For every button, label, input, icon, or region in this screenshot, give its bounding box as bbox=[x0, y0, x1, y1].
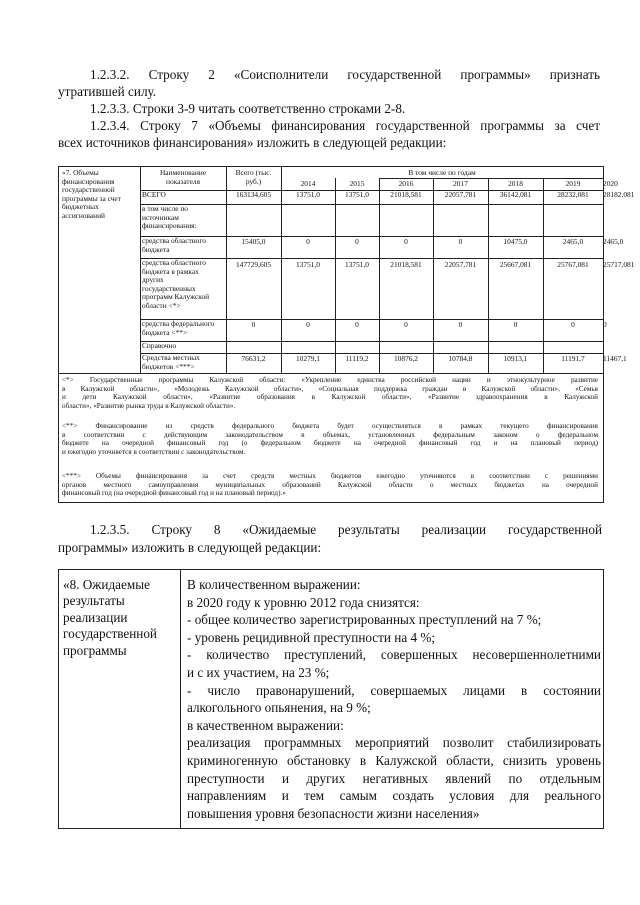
row-value: 21018,581 bbox=[390, 190, 422, 199]
results-text-line: направлениям и тем самым создать условия для реального bbox=[187, 788, 601, 804]
results-text-line: повышения уровня безопасности жизни населения» bbox=[187, 805, 480, 821]
paragraph-2: 1.2.3.3. Строки 3-9 читать соответственно строками 2-8. bbox=[90, 101, 406, 116]
row-label: средства областного bbox=[142, 236, 206, 245]
row-value: 0 bbox=[603, 320, 607, 329]
results-text-line: алкогольного опьянения, на 9 %; bbox=[187, 700, 371, 716]
results-text-line: реализация программных мероприятий позволит стабилизировать bbox=[187, 735, 601, 751]
row-value: 11119,2 bbox=[345, 354, 369, 363]
row-value: 13751,0 bbox=[295, 260, 321, 269]
row-label: бюджета <**> bbox=[142, 327, 188, 337]
paragraph-1-line-2: утратившей силу. bbox=[58, 84, 157, 99]
row-value: 10913,1 bbox=[503, 354, 528, 363]
row-value: 0 bbox=[306, 237, 310, 246]
results-label-line: государственной bbox=[63, 626, 157, 642]
column-header-name: Наименование bbox=[159, 168, 207, 177]
row-value: 25667,081 bbox=[499, 260, 532, 269]
row-value: 36142,081 bbox=[499, 190, 532, 199]
paragraph-3-line-2: всех источников финансирования» изложить в следующей редакции: bbox=[58, 135, 447, 150]
footnote-line: бюджете на очередной финансовый год (о федеральном бюджете на очередной финансовый год и на плановый период) bbox=[62, 439, 598, 448]
row-value: 22057,781 bbox=[444, 260, 477, 269]
row-value: 11467,1 bbox=[603, 354, 627, 363]
results-text-line: - общее количество зарегистрированных преступлений на 7 %; bbox=[187, 612, 542, 628]
results-text-line: - количество преступлений, совершенных несовершеннолетними bbox=[187, 647, 601, 663]
row-value: 25717,081 bbox=[603, 260, 635, 269]
table-rule bbox=[433, 178, 434, 373]
row-value: 0 bbox=[355, 320, 359, 329]
year-header-2019: 2019 bbox=[565, 179, 581, 188]
row-value: 22057,781 bbox=[444, 190, 477, 199]
results-text-line: в 2020 году к уровню 2012 года снизятся: bbox=[187, 594, 420, 610]
row-value: 11191,7 bbox=[561, 354, 585, 363]
row-value: 10279,1 bbox=[295, 354, 321, 363]
table-rule bbox=[543, 178, 544, 373]
row-value: 0 bbox=[355, 237, 359, 246]
row-label: средства областного bbox=[142, 258, 206, 267]
column-header-years: В том числе по годам bbox=[408, 168, 476, 177]
paragraph-1-line-1: 1.2.3.2. Строку 2 «Соисполнители государственной программы» признать bbox=[90, 67, 600, 82]
row-total: 0 bbox=[251, 320, 256, 329]
year-header-2015: 2015 bbox=[349, 179, 365, 188]
row-header-line: программы за счет bbox=[62, 193, 121, 203]
row-total: 76631,2 bbox=[241, 354, 266, 363]
results-text-line: В количественном выражении: bbox=[187, 577, 361, 592]
results-text-line: - уровень рецидивной преступности на 4 %; bbox=[187, 629, 436, 645]
footnote-line: и ежегодно уточняется в соответствии с законодательством. bbox=[62, 448, 246, 457]
year-header-2018: 2018 bbox=[508, 179, 523, 188]
row-value: 0 bbox=[458, 237, 463, 246]
row-label: бюджета в рамках bbox=[142, 266, 199, 276]
row-total: 163134,605 bbox=[235, 190, 272, 199]
row-label: источникам bbox=[142, 212, 179, 222]
row-label: Средства местных bbox=[142, 353, 200, 362]
row-value: 13751,0 bbox=[344, 190, 370, 199]
row-label: государственных bbox=[142, 283, 196, 293]
row-total: 15405,0 bbox=[241, 237, 266, 246]
row-value: 0 bbox=[306, 320, 310, 329]
row-value: 2465,0 bbox=[603, 237, 624, 246]
results-label-line: результаты bbox=[63, 593, 125, 609]
row-label: других bbox=[142, 275, 164, 285]
results-label-line: программы bbox=[63, 642, 127, 658]
row-value: 2465,0 bbox=[562, 237, 584, 246]
results-text-line: преступности и других негативных явлений по отдельным bbox=[187, 770, 601, 786]
column-header-total: руб.) bbox=[245, 176, 262, 186]
table-rule bbox=[59, 373, 603, 374]
row-value: 10475,0 bbox=[503, 237, 528, 246]
table-rule bbox=[379, 178, 380, 373]
paragraph-3-line-1: 1.2.3.4. Строку 7 «Объемы финансирования государственной программы за счет bbox=[90, 118, 600, 133]
footnote-line: органов местного самоуправления муниципальных образований Калужской области о местных бюджетах на очередной bbox=[62, 480, 598, 489]
results-text-line: и с их участием, на 23 %; bbox=[187, 665, 330, 680]
footnote-line: и дети Калужской области», «Развитие образования в Калужской области», «Развитие здравоохранения в Калужской bbox=[62, 393, 598, 402]
row-value: 21018,581 bbox=[390, 260, 422, 269]
row-value: 13751,0 bbox=[295, 190, 321, 199]
row-label: Справочно bbox=[142, 341, 177, 350]
row-header-line: финансирования bbox=[62, 176, 115, 186]
row-header-line: бюджетных bbox=[62, 202, 99, 212]
row-label: средства федерального bbox=[142, 319, 215, 328]
row-value: 0 bbox=[404, 237, 408, 246]
table-rule bbox=[140, 167, 141, 373]
row-label: ВСЕГО bbox=[142, 190, 166, 199]
results-table bbox=[58, 569, 604, 829]
row-label: бюджетов <***> bbox=[142, 361, 195, 371]
footnote-line: <**> Финансирование из средств федерального бюджета будет осуществляться в рамках текущего финансирования bbox=[62, 422, 598, 430]
row-header-line: ассигнований bbox=[62, 211, 106, 220]
year-header-2020: 2020 bbox=[603, 179, 618, 188]
results-label-line: «8. Ожидаемые bbox=[63, 577, 150, 592]
row-value: 28182,081 bbox=[603, 190, 635, 199]
footnote-line: в Калужской области», «Молодежь Калужской области», «Социальная поддержка граждан в Калужской области», «Семья bbox=[62, 384, 598, 393]
row-header-line: государственной bbox=[62, 185, 115, 195]
column-header-total: Всего (тыс. bbox=[235, 168, 272, 177]
row-value: 10784,8 bbox=[448, 354, 473, 363]
column-header-name: показателя bbox=[165, 176, 200, 186]
row-value: 0 bbox=[571, 320, 575, 329]
row-label: бюджета bbox=[142, 244, 170, 254]
year-header-2017: 2017 bbox=[453, 179, 468, 188]
results-text-line: в качественном выражении: bbox=[187, 717, 344, 733]
year-header-2016: 2016 bbox=[398, 179, 414, 188]
footnote-line: <***> Объемы финансирования за счет средств местных бюджетов ежегодно уточняются в соответствии с решениями bbox=[62, 472, 598, 480]
row-value: 13751,0 bbox=[344, 260, 370, 269]
paragraph-4-line-1: 1.2.3.5. Строку 8 «Ожидаемые результаты реализации государственной bbox=[90, 522, 602, 537]
year-header-2014: 2014 bbox=[300, 179, 316, 188]
paragraph-4-line-2: программы» изложить в следующей редакции: bbox=[58, 540, 322, 555]
row-label: финансирования: bbox=[142, 221, 197, 231]
row-header-line: «7. Объемы bbox=[62, 168, 99, 177]
footnote-line: финансовый год (на очередной финансовый год и на плановый период).» bbox=[62, 489, 286, 498]
results-label-line: реализации bbox=[63, 609, 128, 625]
row-value: 25767,081 bbox=[557, 260, 589, 269]
row-label: программ Калужской bbox=[142, 292, 210, 302]
row-value: 10876,2 bbox=[393, 354, 419, 363]
table-rule bbox=[335, 178, 336, 373]
footnote-line: в соответствии с действующим законодательством в объемах, установленных федеральным законом о федеральном bbox=[62, 430, 598, 439]
row-value: 0 bbox=[513, 320, 518, 329]
financing-table bbox=[58, 166, 635, 503]
row-value: 0 bbox=[404, 320, 408, 329]
footnote-line: области», «Развитие рынка труда в Калужской области». bbox=[62, 402, 236, 411]
row-label: области <*> bbox=[142, 301, 181, 310]
footnote-line: <*> Государственные программы Калужской области: «Укрепление единства российской нации и этнокультурное развитие bbox=[62, 376, 598, 384]
table-rule bbox=[488, 178, 489, 373]
results-text-line: - число правонарушений, совершаемых лицами в состоянии bbox=[187, 682, 601, 698]
row-value: 28232,081 bbox=[557, 190, 589, 199]
row-value: 0 bbox=[458, 320, 463, 329]
row-label: в том числе по bbox=[142, 204, 188, 213]
results-text-line: криминогенную обстановку в Калужской области, снизить уровень bbox=[187, 753, 601, 768]
row-total: 147729,605 bbox=[235, 260, 272, 269]
